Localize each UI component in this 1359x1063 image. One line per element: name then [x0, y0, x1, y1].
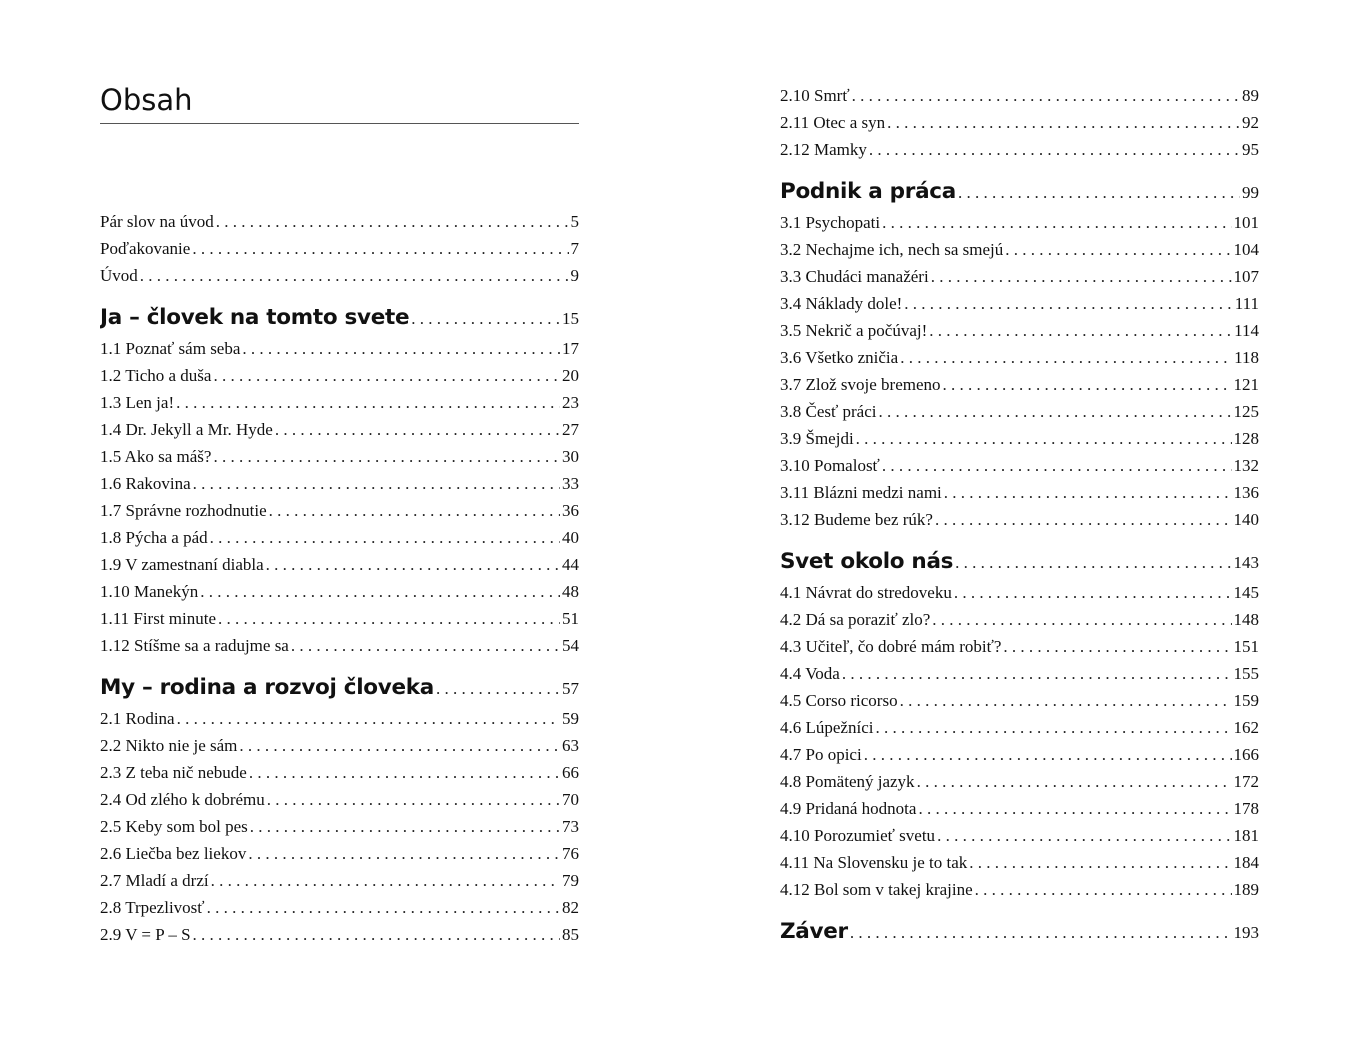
page-number: 48 [562, 582, 579, 601]
toc-entry[interactable] [100, 389, 579, 416]
dot-leader [958, 178, 1240, 207]
toc-entry[interactable] [100, 416, 579, 443]
page-number: 143 [1233, 553, 1259, 572]
entry-title: Poďakovanie [100, 239, 191, 258]
dot-leader [869, 136, 1240, 163]
entry-title: 2.8 Trpezlivosť [100, 898, 205, 917]
page-number: 20 [562, 366, 579, 385]
dot-leader [1003, 633, 1231, 660]
toc-entry[interactable] [100, 732, 579, 759]
entry-title: 1.2 Ticho a duša [100, 366, 212, 385]
entry-title: 2.11 Otec a syn [780, 113, 886, 132]
dot-leader [944, 479, 1232, 506]
entry-title: 1.4 Dr. Jekyll a Mr. Hyde [100, 420, 273, 439]
entry-title: 4.9 Pridaná hodnota [780, 799, 917, 818]
entry-title: 3.5 Nekrič a počúvaj! [780, 321, 928, 340]
dot-leader [975, 876, 1232, 903]
dot-leader [269, 497, 560, 524]
page-number: 136 [1233, 483, 1259, 502]
entry-title: 4.11 Na Slovensku je to tak [780, 853, 968, 872]
page-number: 63 [562, 736, 579, 755]
toc-entry[interactable] [780, 822, 1259, 849]
dot-leader [275, 416, 560, 443]
toc-entry[interactable] [100, 578, 579, 605]
dot-leader [140, 262, 569, 289]
page-number: 128 [1233, 429, 1259, 448]
toc-entry[interactable] [780, 236, 1259, 263]
entry-title: 2.2 Nikto nie je sám [100, 736, 238, 755]
page-number: 148 [1233, 610, 1259, 629]
entry-title: 3.6 Všetko zničia [780, 348, 899, 367]
dot-leader [887, 109, 1240, 136]
dot-leader [193, 470, 560, 497]
page-number: 9 [570, 266, 579, 285]
entry-title: 3.4 Náklady dole! [780, 294, 903, 313]
dot-leader [177, 705, 560, 732]
dot-leader [931, 263, 1232, 290]
page-number: 181 [1233, 826, 1259, 845]
page-number: 107 [1233, 267, 1259, 286]
dot-leader [929, 317, 1232, 344]
page-number: 151 [1233, 637, 1259, 656]
toc-entry[interactable] [780, 209, 1259, 236]
dot-leader [216, 208, 569, 235]
entry-title: 3.8 Česť práci [780, 402, 877, 421]
toc-entry[interactable] [100, 551, 579, 578]
entry-title: 2.9 V = P – S [100, 925, 191, 944]
toc-entry[interactable] [100, 524, 579, 551]
dot-leader [864, 741, 1232, 768]
page-number: 140 [1233, 510, 1259, 529]
page-number: 85 [562, 925, 579, 944]
dot-leader [852, 82, 1240, 109]
toc-entry[interactable] [780, 687, 1259, 714]
dot-leader [193, 921, 560, 948]
dot-leader [291, 632, 560, 659]
toc-entry[interactable] [780, 849, 1259, 876]
toc-entry[interactable] [100, 605, 579, 632]
entry-title: 4.5 Corso ricorso [780, 691, 898, 710]
dot-leader [842, 660, 1232, 687]
dot-leader [436, 674, 560, 703]
toc-entry[interactable] [780, 290, 1259, 317]
page-number: 159 [1233, 691, 1259, 710]
toc-entry[interactable] [780, 136, 1259, 163]
toc-entry[interactable] [100, 632, 579, 659]
dot-leader [875, 714, 1231, 741]
entry-title: 1.10 Manekýn [100, 582, 199, 601]
entry-title: 2.4 Od zlého k dobrému [100, 790, 265, 809]
entry-title: 1.7 Správne rozhodnutie [100, 501, 267, 520]
page-number: 104 [1233, 240, 1259, 259]
dot-leader [954, 579, 1232, 606]
dot-leader [239, 732, 560, 759]
page-number: 95 [1242, 140, 1259, 159]
dot-leader [1005, 236, 1231, 263]
dot-leader [250, 813, 560, 840]
toc-entry[interactable] [780, 109, 1259, 136]
page-number: 17 [562, 339, 579, 358]
page-number: 89 [1242, 86, 1259, 105]
dot-leader [932, 606, 1231, 633]
entry-title: Úvod [100, 266, 138, 285]
toc-entry[interactable] [100, 894, 579, 921]
page-number: 30 [562, 447, 579, 466]
dot-leader [856, 425, 1232, 452]
entry-title: 1.11 First minute [100, 609, 217, 628]
toc-left-column [100, 208, 579, 948]
toc-entry[interactable] [100, 705, 579, 732]
dot-leader [904, 290, 1232, 317]
dot-leader [266, 551, 560, 578]
toc-entry[interactable] [780, 425, 1259, 452]
page-number: 73 [562, 817, 579, 836]
entry-title: 3.3 Chudáci manažéri [780, 267, 929, 286]
dot-leader [900, 687, 1232, 714]
page-number: 59 [562, 709, 579, 728]
entry-title: 1.1 Poznať sám seba [100, 339, 241, 358]
toc-entry[interactable] [780, 660, 1259, 687]
page-number: 54 [562, 636, 579, 655]
dot-leader [213, 443, 560, 470]
page-number: 76 [562, 844, 579, 863]
dot-leader [935, 506, 1232, 533]
dot-leader [242, 335, 560, 362]
toc-entry[interactable] [780, 579, 1259, 606]
entry-title: 1.5 Ako sa máš? [100, 447, 212, 466]
toc-entry[interactable] [100, 262, 579, 289]
toc-chapter-heading[interactable] [100, 303, 579, 333]
dot-leader [210, 524, 560, 551]
page-number: 193 [1233, 923, 1259, 942]
toc-entry[interactable] [780, 768, 1259, 795]
toc-entry[interactable] [100, 786, 579, 813]
dot-leader [955, 548, 1231, 577]
entry-title: 1.9 V zamestnaní diabla [100, 555, 264, 574]
toc-entry[interactable] [100, 759, 579, 786]
dot-leader [879, 398, 1232, 425]
page-number: 132 [1233, 456, 1259, 475]
page-number: 155 [1233, 664, 1259, 683]
toc-chapter-heading[interactable] [780, 917, 1259, 947]
page-number: 57 [562, 679, 579, 698]
dot-leader [850, 918, 1232, 947]
toc-entry[interactable] [780, 398, 1259, 425]
toc-entry[interactable] [780, 876, 1259, 903]
toc-entry[interactable] [780, 606, 1259, 633]
title-divider [100, 123, 579, 124]
chapter-title: Svet okolo nás [780, 549, 954, 574]
entry-title: 1.6 Rakovina [100, 474, 191, 493]
page-number: 189 [1233, 880, 1259, 899]
toc-chapter-heading[interactable] [100, 673, 579, 703]
toc-entry[interactable] [780, 714, 1259, 741]
page-number: 15 [562, 309, 579, 328]
page-number: 36 [562, 501, 579, 520]
entry-title: 2.12 Mamky [780, 140, 867, 159]
entry-title: 3.2 Nechajme ich, nech sa smejú [780, 240, 1004, 259]
toc-chapter-heading[interactable] [780, 177, 1259, 207]
page-number: 101 [1233, 213, 1259, 232]
dot-leader [207, 894, 560, 921]
page-number: 27 [562, 420, 579, 439]
dot-leader [248, 840, 560, 867]
page-number: 33 [562, 474, 579, 493]
page-number: 51 [562, 609, 579, 628]
toc-entry[interactable] [780, 633, 1259, 660]
page-number: 118 [1234, 348, 1259, 367]
dot-leader [211, 867, 560, 894]
page-title: Obsah [100, 83, 193, 117]
entry-title: 2.7 Mladí a drzí [100, 871, 209, 890]
dot-leader [943, 371, 1232, 398]
entry-title: 3.11 Blázni medzi nami [780, 483, 942, 502]
dot-leader [267, 786, 560, 813]
toc-entry[interactable] [100, 443, 579, 470]
toc-entry[interactable] [100, 470, 579, 497]
toc-entry[interactable] [100, 235, 579, 262]
entry-title: 3.12 Budeme bez rúk? [780, 510, 933, 529]
entry-title: 1.8 Pýcha a pád [100, 528, 208, 547]
dot-leader [218, 605, 560, 632]
dot-leader [969, 849, 1231, 876]
dot-leader [917, 768, 1232, 795]
page-number: 82 [562, 898, 579, 917]
entry-title: 4.12 Bol som v takej krajine [780, 880, 973, 899]
entry-title: 4.7 Po opici [780, 745, 862, 764]
entry-title: 4.3 Učiteľ, čo dobré mám robiť? [780, 637, 1002, 656]
chapter-title: Ja – človek na tomto svete [100, 305, 410, 330]
entry-title: 2.6 Liečba bez liekov [100, 844, 247, 863]
entry-title: 4.10 Porozumieť svetu [780, 826, 936, 845]
toc-entry[interactable] [780, 452, 1259, 479]
dot-leader [900, 344, 1232, 371]
page-number: 166 [1233, 745, 1259, 764]
dot-leader [192, 235, 568, 262]
page-number: 125 [1233, 402, 1259, 421]
toc-entry[interactable] [780, 741, 1259, 768]
entry-title: 4.6 Lúpežníci [780, 718, 874, 737]
chapter-title: Podnik a práca [780, 179, 956, 204]
entry-title: 3.10 Pomalosť [780, 456, 880, 475]
page-number: 23 [562, 393, 579, 412]
page-number: 70 [562, 790, 579, 809]
toc-entry[interactable] [100, 497, 579, 524]
entry-title: 4.2 Dá sa poraziť zlo? [780, 610, 931, 629]
page-number: 184 [1233, 853, 1259, 872]
page-number: 145 [1233, 583, 1259, 602]
toc-entry[interactable] [100, 813, 579, 840]
page-number: 162 [1233, 718, 1259, 737]
toc-entry[interactable] [780, 371, 1259, 398]
dot-leader [937, 822, 1231, 849]
entry-title: Pár slov na úvod [100, 212, 214, 231]
dot-leader [918, 795, 1231, 822]
page-number: 121 [1233, 375, 1259, 394]
dot-leader [213, 362, 560, 389]
toc-entry[interactable] [780, 795, 1259, 822]
entry-title: 4.8 Pomätený jazyk [780, 772, 915, 791]
page-number: 172 [1233, 772, 1259, 791]
toc-entry[interactable] [780, 82, 1259, 109]
page-number: 40 [562, 528, 579, 547]
dot-leader [176, 389, 560, 416]
page-number: 5 [570, 212, 579, 231]
entry-title: 3.9 Šmejdi [780, 429, 854, 448]
toc-entry[interactable] [100, 362, 579, 389]
dot-leader [200, 578, 560, 605]
entry-title: 3.7 Zlož svoje bremeno [780, 375, 941, 394]
entry-title: 2.3 Z teba nič nebude [100, 763, 247, 782]
page-number: 111 [1234, 294, 1259, 313]
toc-entry[interactable] [100, 921, 579, 948]
toc-entry[interactable] [780, 263, 1259, 290]
entry-title: 1.3 Len ja! [100, 393, 175, 412]
toc-entry[interactable] [780, 479, 1259, 506]
page-number: 79 [562, 871, 579, 890]
toc-right-column [780, 82, 1259, 949]
entry-title: 4.1 Návrat do stredoveku [780, 583, 952, 602]
entry-title: 1.12 Stíšme sa a radujme sa [100, 636, 289, 655]
page-number: 7 [570, 239, 579, 258]
entry-title: 2.1 Rodina [100, 709, 175, 728]
toc-entry[interactable] [780, 344, 1259, 371]
page-number: 44 [562, 555, 579, 574]
page-number: 99 [1242, 183, 1259, 202]
dot-leader [882, 452, 1232, 479]
entry-title: 2.5 Keby som bol pes [100, 817, 248, 836]
dot-leader [882, 209, 1231, 236]
toc-entry[interactable] [100, 208, 579, 235]
entry-title: 4.4 Voda [780, 664, 840, 683]
toc-entry[interactable] [100, 335, 579, 362]
page-number: 92 [1242, 113, 1259, 132]
chapter-title: My – rodina a rozvoj človeka [100, 675, 434, 700]
toc-entry[interactable] [780, 506, 1259, 533]
entry-title: 3.1 Psychopati [780, 213, 881, 232]
chapter-title: Záver [780, 919, 848, 944]
entry-title: 2.10 Smrť [780, 86, 850, 105]
toc-entry[interactable] [780, 317, 1259, 344]
page-number: 66 [562, 763, 579, 782]
dot-leader [249, 759, 560, 786]
dot-leader [411, 304, 560, 333]
toc-entry[interactable] [100, 867, 579, 894]
page-number: 114 [1234, 321, 1259, 340]
toc-entry[interactable] [100, 840, 579, 867]
page-number: 178 [1233, 799, 1259, 818]
toc-chapter-heading[interactable] [780, 547, 1259, 577]
